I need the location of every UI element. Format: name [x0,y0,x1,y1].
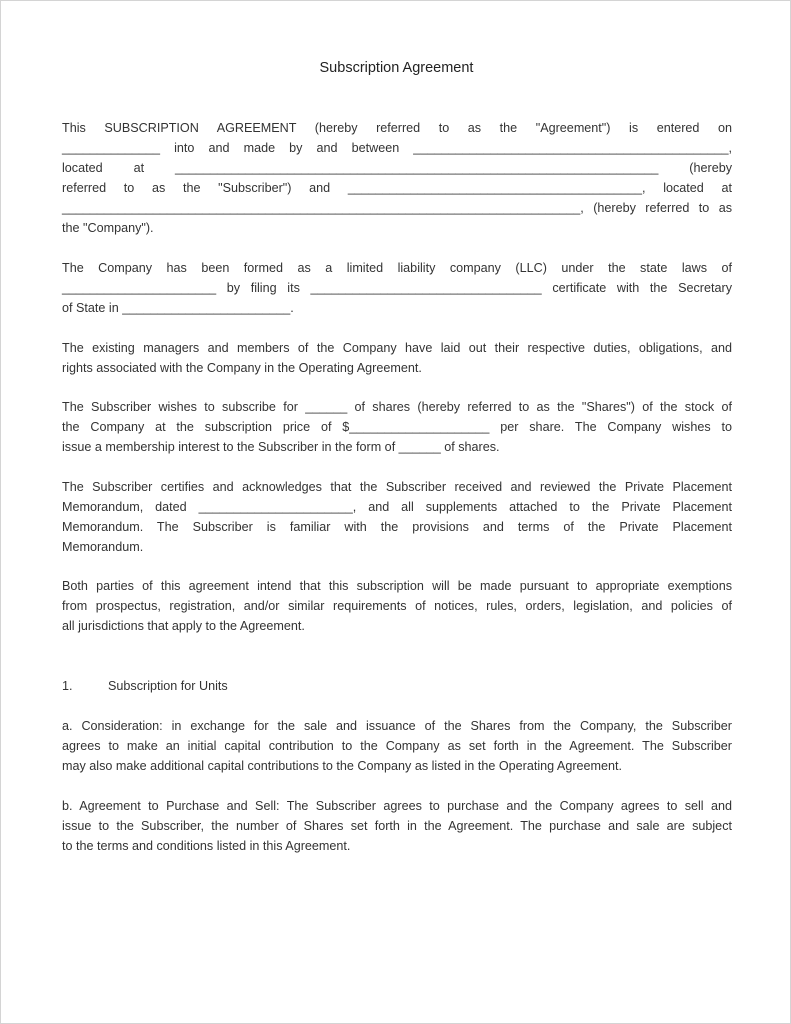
paragraph-line: The Company has been formed as a limited liability company (LLC) under the state laws of [62,261,732,275]
paragraph-line: the "Company"). [62,221,154,235]
paragraph-line: agrees to make an initial capital contribution to the Company as set forth in the Agreement. The Subscriber [62,739,732,753]
paragraph-line: b. Agreement to Purchase and Sell: The Subscriber agrees to purchase and the Company agrees to sell and [62,799,732,813]
paragraph-line: referred to as the "Subscriber") and __________________________________________, located at [62,181,732,195]
paragraph-line: Memorandum. [62,540,144,554]
clause-purchase-and-sell [62,796,732,856]
paragraph-memorandum [62,477,732,557]
paragraph-line: a. Consideration: in exchange for the sale and issuance of the Shares from the Company, the Subscriber [62,719,732,733]
paragraph-line: issue to the Subscriber, the number of Shares set forth in the Agreement. The purchase and sale are subject [62,819,732,833]
paragraph-line: located at _____________________________________________________________________ (hereby [62,161,732,175]
paragraph-managers [62,338,732,378]
section-title: Subscription for Units [108,679,228,693]
paragraph-line: Memorandum. The Subscriber is familiar with the provisions and terms of the Private Placement [62,520,732,534]
paragraph-line: issue a membership interest to the Subscriber in the form of ______ of shares. [62,440,500,454]
paragraph-line: The existing managers and members of the Company have laid out their respective duties, obligations, and [62,341,732,355]
paragraph-exemptions [62,576,732,636]
paragraph-line: to the terms and conditions listed in this Agreement. [62,839,351,853]
paragraph-line: ______________ into and made by and between _____________________________________________, [62,141,732,155]
paragraph-line: __________________________________________________________________________, (hereby referred to as [62,201,732,215]
paragraph-line: ______________________ by filing its _________________________________ certificate with the Secretary [62,281,732,295]
paragraph-line: the Company at the subscription price of $____________________ per share. The Company wishes to [62,420,732,434]
paragraph-subscription-shares [62,397,732,457]
paragraph-line: from prospectus, registration, and/or similar requirements of notices, rules, orders, legislation, and policies of [62,599,732,613]
paragraph-line: The Subscriber wishes to subscribe for ______ of shares (hereby referred to as the "Shares") of the stock of [62,400,732,414]
clause-consideration [62,716,732,776]
section-heading [62,676,228,696]
paragraph-line: all jurisdictions that apply to the Agreement. [62,619,305,633]
paragraph-line: may also make additional capital contributions to the Company as listed in the Operating Agreement. [62,759,623,773]
paragraph-line: Both parties of this agreement intend that this subscription will be made pursuant to appropriate exemptions [62,579,732,593]
paragraph-company-formation [62,258,732,318]
paragraph-line: This SUBSCRIPTION AGREEMENT (hereby referred to as the "Agreement") is entered on [62,121,732,135]
paragraph-parties [62,118,732,238]
paragraph-line: of State in ________________________. [62,301,294,315]
paragraph-line: rights associated with the Company in the Operating Agreement. [62,361,422,375]
section-number: 1. [62,679,73,693]
paragraph-line: The Subscriber certifies and acknowledges that the Subscriber received and reviewed the Private Placement [62,480,732,494]
page-title: Subscription Agreement [319,60,474,76]
paragraph-line: Memorandum, dated ______________________, and all supplements attached to the Private Placement [62,500,732,514]
